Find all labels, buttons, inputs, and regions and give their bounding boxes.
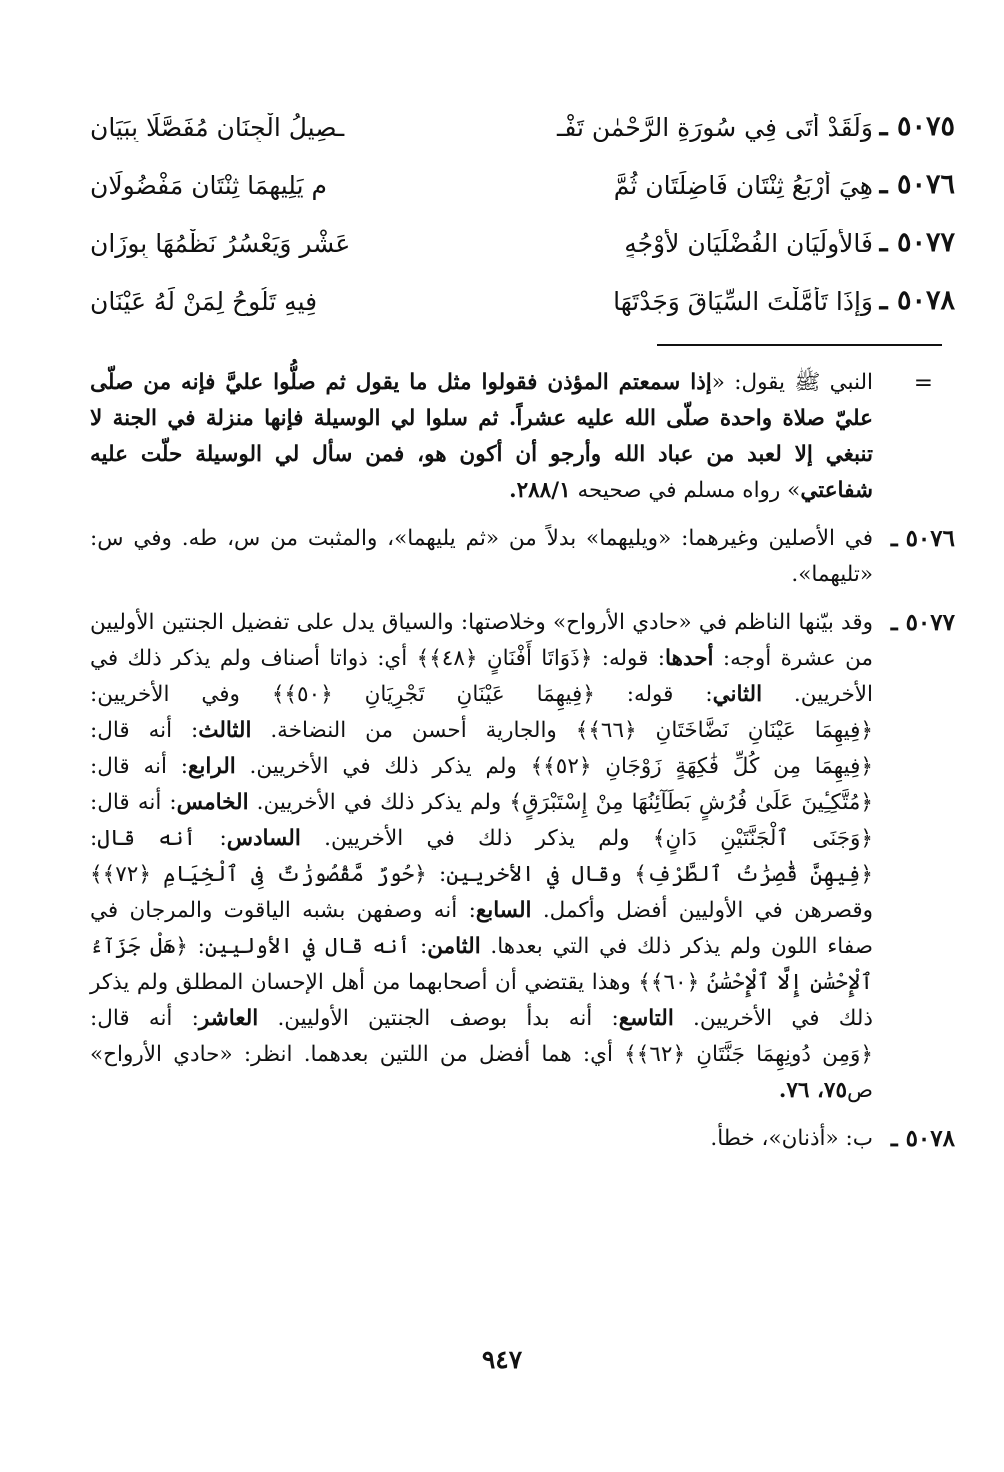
footnote-text: ب: «أذنان»، خطأ. [710, 1126, 873, 1151]
footnote-text: : أنه بدأ بوصف الجنتين الأوليين. [258, 1006, 619, 1031]
point-label: الثاني [712, 682, 763, 707]
quran-quote: ﴿وَجَنَى ٱلْجَنَّتَيْنِ دَانٍ﴾ [652, 826, 873, 851]
verse-5077 [90, 221, 955, 279]
footnote-text: : أنه قال: [90, 718, 199, 743]
quran-quote: ﴿حُورٌ مَّقْصُورَٰتٌ فِى ٱلْخِيَامِ ﴿٧٢﴾﴾ [90, 862, 427, 887]
point-label: الثالث [198, 718, 252, 743]
footnote-text: ولم يذكر ذلك في الأخريين. [300, 826, 653, 851]
page-reference: ٧٥، ٧٦. [778, 1078, 847, 1103]
footnote-text: النبي ﷺ يقول: « [711, 370, 873, 395]
footnote-text: : أنه قال: [90, 826, 227, 851]
verse-number: ٥٠٧٦ ـ [879, 169, 955, 200]
verse-second-hemistich: عَشْرٍ وَيَعْسُرُ نَظْمُهَا بِوِزَانِ [90, 229, 351, 258]
footnote-text: : أنه وصفهن بشبه الياقوت والمرجان في صفاء اللون ولم يذكر ذلك في التي بعدها. [90, 898, 873, 959]
footnote-text: : أنه قال: [90, 790, 177, 815]
verse-number: ٥٠٧٧ ـ [879, 227, 955, 258]
footnote-text: وقال في الأخريين: [426, 862, 635, 887]
footnote-number: ٥٠٧٧ ـ [890, 609, 955, 636]
quran-quote: ﴿فِيهِمَا عَيْنَانِ تَجْرِيَانِ ﴿٥٠﴾﴾ [271, 682, 595, 707]
quran-quote: ﴿ذَوَاتَا أَفْنَانٍ ﴿٤٨﴾﴾ [416, 646, 593, 671]
footnote-text: : قوله: [594, 682, 713, 707]
footnote-number: ٥٠٧٦ ـ [890, 525, 955, 552]
quran-quote: ﴿فِيهِمَا مِن كُلِّ فَٰكِهَةٍ زَوْجَانِ ﴿٥٢﴾﴾ [530, 754, 873, 779]
point-label: الثامن [427, 934, 481, 959]
point-label: السابع [475, 898, 532, 923]
verse-number: ٥٠٧٨ ـ [879, 285, 955, 316]
page-number: ٩٤٧ [481, 1345, 523, 1374]
footnote-text: : أنه قال: [90, 754, 188, 779]
footnote-text: والجارية أحسن من النضاخة. [251, 718, 576, 743]
verse-second-hemistich: ـصِيلُ الْجِنَانِ مُفَصَّلًا بِبَيَانِ [90, 113, 345, 142]
quran-quote: ﴿مُتَّكِـِٔينَ عَلَىٰ فُرُشٍ بَطَآئِنُهَا مِنْ إِسْتَبْرَقٍ﴾ [509, 790, 873, 815]
hadith-text: إذا سمعتم المؤذن فقولوا مثل ما يقول ثم صلُّوا عليَّ فإنه من صلّى عليّ صلاة واحدة صلّى الله عليه عشراً. ثم سلوا لي الوسيلة فإنها منزلة في الجنة لا تنبغي إلا لعبد من عباد الله وأرجو أن أكون هو، فمن سأل لي الوسيلة حلّت عليه شفاعتي [90, 370, 873, 503]
quran-quote: ﴿هَلْ جَزَآءُ ٱلْإِحْسَٰنِ إِلَّا ٱلْإِحْسَٰنُ ﴿٦٠﴾﴾ [90, 934, 873, 995]
footnote-5077 [90, 605, 955, 1109]
point-label: العاشر [198, 1006, 259, 1031]
footnote-text: » رواه مسلم في صحيحه [570, 478, 801, 503]
verse-number: ٥٠٧٥ ـ [879, 111, 955, 142]
quran-quote: ﴿فِيهِنَّ قَٰصِرَٰتُ ٱلطَّرْفِ﴾ [634, 862, 873, 887]
quran-quote: ﴿وَمِن دُونِهِمَا جَنَّتَانِ ﴿٦٢﴾﴾ [624, 1042, 873, 1067]
footnote-text: في الأصلين وغيرهما: «ويليهما» بدلاً من «ثم يليهما»، والمثبت من س، طه. وفي س: «تليهما». [90, 526, 873, 587]
verse-first-hemistich: هِيَ أَرْبَعُ ثِنْتَانِ فَاضِلَتَانِ ثُمَّ [613, 171, 873, 200]
footnote-continued [90, 365, 955, 509]
poem-verses [90, 105, 955, 337]
footnote-5078 [90, 1121, 955, 1157]
verse-second-hemistich: م يَلِيهِمَا ثِنْتَانِ مَفْضُولَانِ [90, 171, 327, 200]
verse-first-hemistich: وَلَقَدْ أَتَى فِي سُورَةِ الرَّحْمٰنِ تَفْـ [557, 113, 873, 142]
footnote-text: وفي الأخريين: [90, 682, 272, 707]
footnote-text: ولم يذكر ذلك في الأخريين. [248, 790, 510, 815]
verse-second-hemistich: فِيهِ تَلُوحُ لِمَنْ لَهُ عَيْنَانِ [90, 287, 318, 316]
footnote-separator [657, 344, 942, 346]
footnote-number: ٥٠٧٨ ـ [890, 1125, 955, 1152]
quran-quote: ﴿فِيهِمَا عَيْنَانِ نَضَّاخَتَانِ ﴿٦٦﴾﴾ [575, 718, 874, 743]
footnote-text: وهذا يقتضي أن أصحابهما من أهل الإحسان المطلق ولم يذكر ذلك في الأخريين. [90, 970, 873, 1031]
reference-number: ٢٨٨/١. [509, 478, 571, 503]
footnote-text: وقصرهن في الأوليين أفضل وأكمل. [531, 898, 873, 923]
verse-first-hemistich: فَالأُولَيَانِ الفُضْلَيَانِ لأَوْجُهٍ [624, 229, 873, 258]
footnote-text: : أنه قال في الأوليين: [187, 934, 428, 959]
point-label: الخامس [176, 790, 249, 815]
verse-5076 [90, 163, 955, 221]
verse-5078 [90, 279, 955, 337]
verse-first-hemistich: وَإِذَا تَأَمَّلْتَ السِّيَاقَ وَجَدْتَهَا [613, 287, 873, 316]
footnote-text: وقد بيّنها الناظم في «حادي الأرواح» وخلاصتها: والسياق يدل على تفضيل الجنتين الأوليين من عشرة أوجه: [90, 610, 873, 671]
point-label: السادس [226, 826, 301, 851]
footnote-text: ولم يذكر ذلك في الأخريين. [235, 754, 531, 779]
point-label: التاسع [618, 1006, 674, 1031]
point-label: أحدها [665, 646, 714, 671]
verse-5075 [90, 105, 955, 163]
footnote-text: أي: ذواتا أصناف ولم يذكر ذلك في الأخريين. [90, 646, 873, 707]
footnote-text: : أنه قال: [90, 1006, 199, 1031]
footnote-continuation-mark: = [913, 370, 933, 396]
footnote-text: : قوله: [592, 646, 666, 671]
point-label: الرابع [187, 754, 236, 779]
footnote-5076 [90, 521, 955, 593]
footnote-text: أي: هما أفضل من اللتين بعدهما. انظر: «حادي الأرواح» ص [90, 1042, 873, 1103]
footnotes [90, 365, 955, 1169]
